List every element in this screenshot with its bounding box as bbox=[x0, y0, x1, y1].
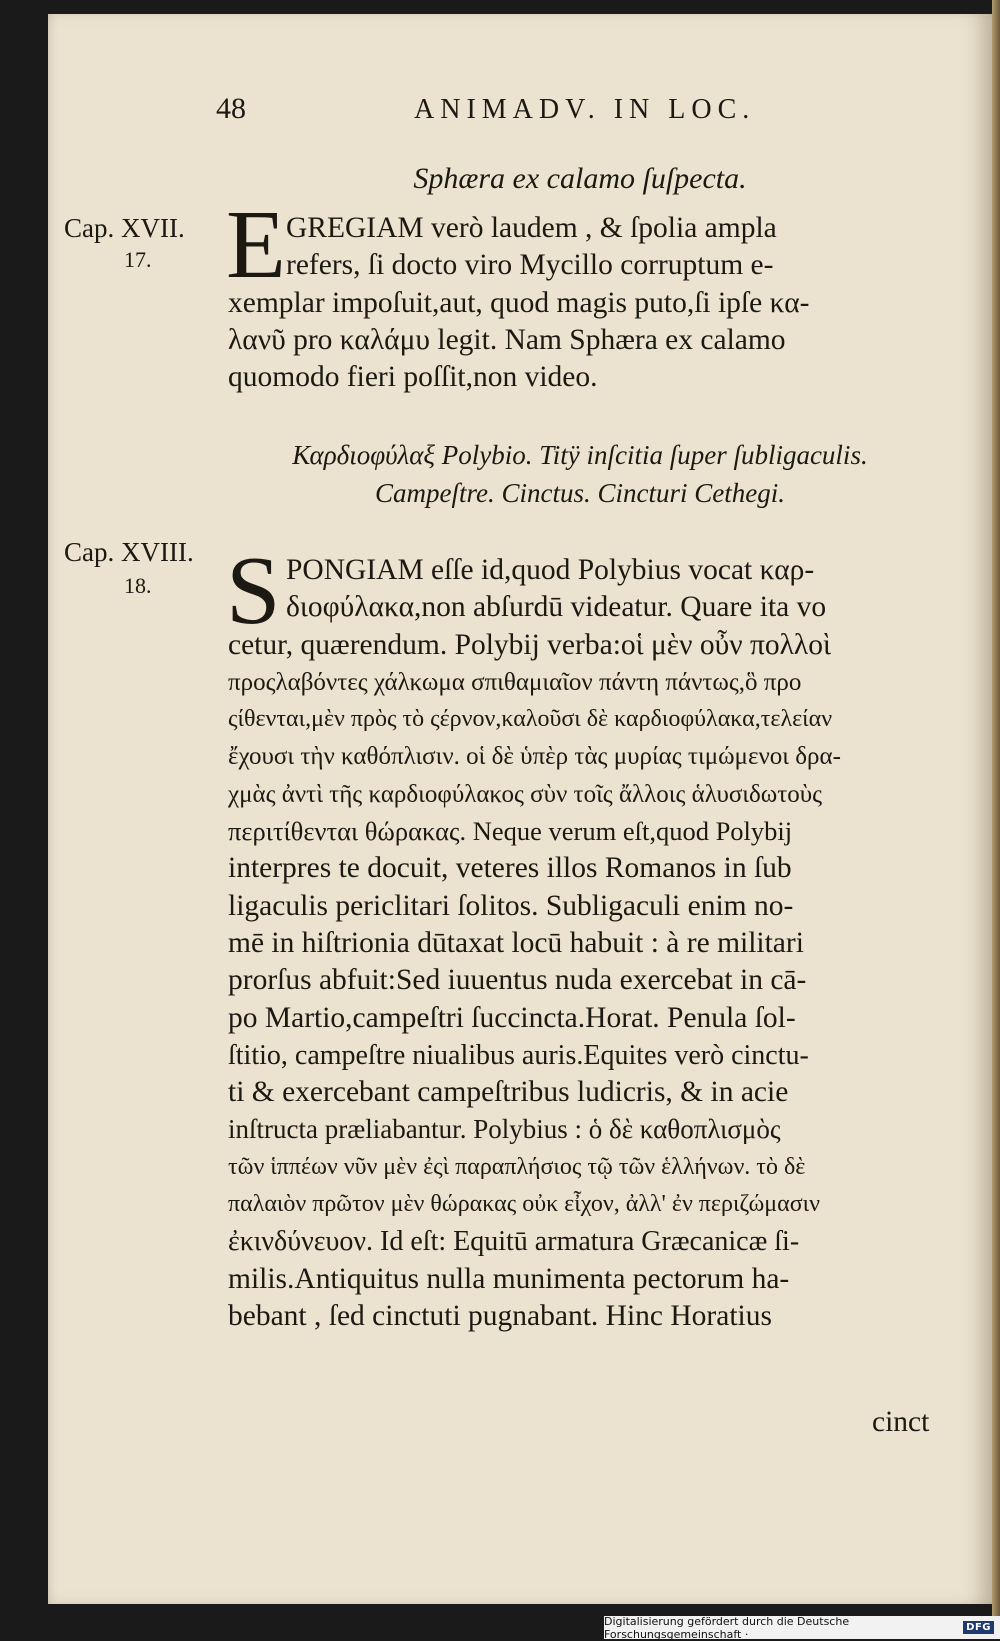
text-line: GREGIAM verò laudem , & ſpolia ampla bbox=[286, 212, 777, 244]
text-line: mē in hiſtrionia dūtaxat locū habuit : à re militari bbox=[228, 926, 804, 959]
section-heading-1: Sphæra ex calamo ſuſpecta. bbox=[413, 162, 747, 195]
text-line: τῶν ἱππέων νῦν μὲν ἐςὶ παραπλήσιος τῷ τῶν ἑλλήνων. τὸ δὲ bbox=[228, 1153, 806, 1180]
page-number: 48 bbox=[216, 92, 246, 125]
text-line: prorſus abfuit:Sed iuuentus nuda exercebat in cā- bbox=[228, 964, 807, 997]
text-line: λανῦ pro καλάμυ legit. Nam Sphæra ex calamo bbox=[228, 323, 786, 356]
running-header bbox=[216, 92, 816, 132]
digitization-footer bbox=[604, 1616, 1000, 1639]
section-1-body bbox=[228, 210, 952, 396]
text-line: παλαιὸν πρῶτον μὲν θώρακας οὐκ εἶχον, ἀλλ' ἐν περιζώμασιν bbox=[228, 1191, 820, 1218]
text-line: bebant , ſed cinctuti pugnabant. Hinc Horatius bbox=[228, 1299, 772, 1332]
dfg-logo: DFG bbox=[963, 1621, 994, 1634]
text-line: ti & exercebant campeſtribus ludicris, & in acie bbox=[228, 1076, 789, 1109]
section-heading-2-line-2: Campeſtre. Cinctus. Cincturi Cethegi. bbox=[375, 478, 785, 508]
page-gutter bbox=[992, 0, 1000, 1639]
section-2-body bbox=[228, 552, 952, 1335]
text-line: xemplar impoſuit,aut, quod magis puto,ſi ipſe κα- bbox=[228, 286, 810, 319]
text-line: interpres te docuit, veteres illos Romanos in ſub bbox=[228, 852, 792, 885]
text-line: ſtitio, campeſtre niualibus auris.Equites verò cinctu- bbox=[228, 1039, 809, 1071]
text-line: cetur, quærendum. Polybij verba:οἱ μὲν οὖν πολλοὶ bbox=[228, 628, 831, 661]
text-line: PONGIAM eſſe id,quod Polybius vocat καρ- bbox=[286, 554, 815, 586]
text-line: ἐκινδύνευον. Id eſt: Equitū armatura Græcanicæ ſi- bbox=[228, 1226, 800, 1258]
text-line: ςίθενται,μὲν πρὸς τὸ ςέρνον,καλοῦσι δὲ καρδιοφύλακα,τελείαν bbox=[228, 706, 833, 733]
drop-cap-s: S bbox=[226, 537, 281, 645]
margin-chapter-18: Cap. XVIII. bbox=[64, 537, 194, 567]
text-line: διοφύλακα,non abſurdū videatur. Quare ita vo bbox=[286, 591, 827, 624]
text-line: ligaculis periclitari ſolitos. Subligaculi enim no- bbox=[228, 889, 794, 922]
running-title: ANIMADV. IN LOC. bbox=[414, 94, 756, 125]
drop-cap-e: E bbox=[226, 191, 286, 299]
text-line: περιτίθενται θώρακας. Neque verum eſt,quod Polybij bbox=[228, 816, 793, 847]
catchword: cinct bbox=[872, 1406, 930, 1438]
text-line: milis.Antiquitus nulla munimenta pectorum ha- bbox=[228, 1262, 790, 1295]
margin-chapter-17: Cap. XVII. bbox=[64, 213, 185, 243]
margin-number-18: 18. bbox=[124, 573, 152, 598]
text-line: ἔχουσι τὴν καθόπλισιν. οἱ δὲ ὑπὲρ τὰς μυρίας τιμώμενοι δρα- bbox=[228, 743, 841, 771]
text-line: προςλαβόντες χάλκωμα σπιθαμιαῖον πάντη πάντως,ὃ προ bbox=[228, 668, 802, 696]
text-line: inſtructa præliabantur. Polybius : ὁ δὲ καθοπλισμὸς bbox=[228, 1114, 781, 1145]
text-line: quomodo fieri poſſit,non video. bbox=[228, 361, 598, 394]
section-heading-2-line-1: Καρδιοφύλαξ Polybio. Titÿ inſcitia ſuper ſubligaculis. bbox=[292, 440, 868, 470]
text-line: refers, ſi docto viro Mycillo corruptum e- bbox=[286, 249, 774, 282]
footer-credit: Digitalisierung gefördert durch die Deutsche Forschungsgemeinschaft · bbox=[604, 1614, 850, 1641]
text-line: χμὰς ἀντὶ τῆς καρδιοφύλακος σὺν τοῖς ἄλλοις ἁλυσιδωτοὺς bbox=[228, 780, 823, 808]
text-line: po Martio,campeſtri ſuccincta.Horat. Penula ſol- bbox=[228, 1001, 796, 1034]
margin-number-17: 17. bbox=[124, 247, 152, 272]
